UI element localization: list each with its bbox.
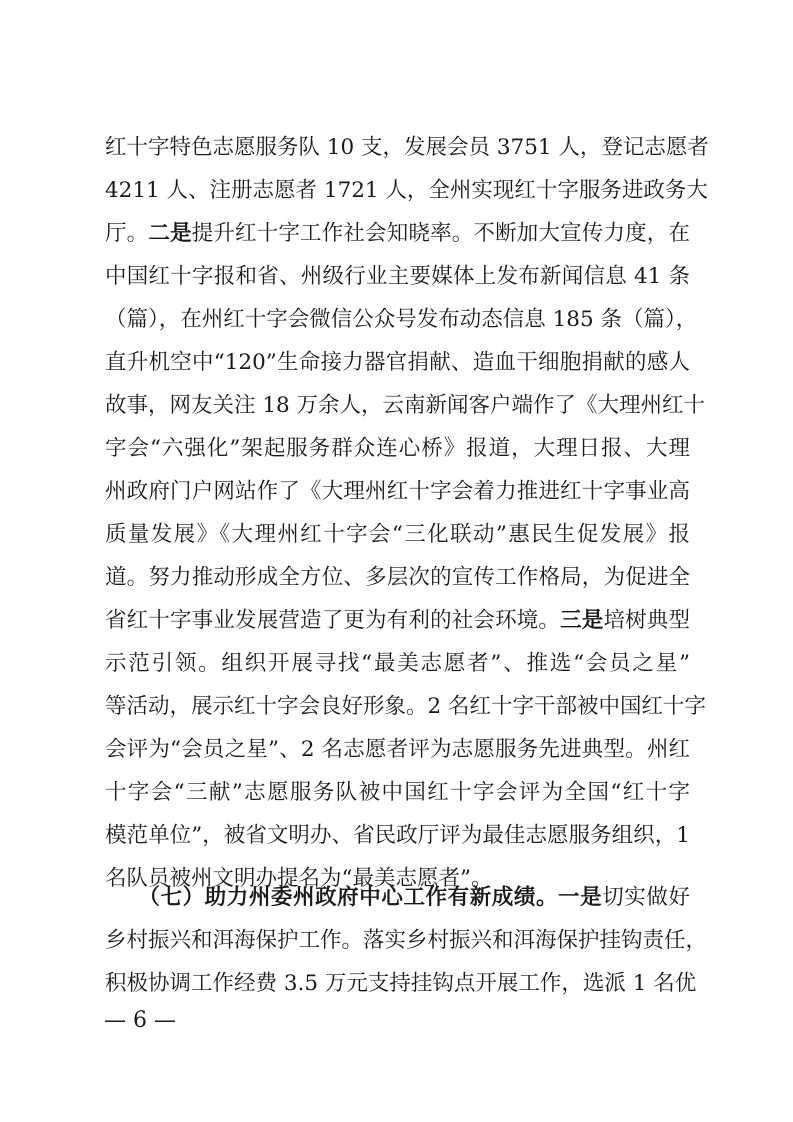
text-run: 提升红十字工作社会知晓率。不断加大宣传力度，在: [191, 221, 690, 246]
page-number: — 6 —: [104, 1008, 176, 1033]
text-run: 示范引领。组织开展寻找“最美志愿者”、推选“会员之星”: [105, 651, 690, 676]
text-run: 等活动，展示红十字会良好形象。2 名红十字干部被中国红十字: [105, 694, 707, 719]
text-line: [105, 345, 690, 381]
text-line: [105, 923, 708, 959]
bold-text: 二是: [148, 221, 192, 246]
text-run: 切实做好: [602, 885, 690, 910]
text-line: [105, 560, 690, 596]
text-line: [105, 173, 708, 209]
bold-text: （七）助力州委州政府中心工作有新成绩。: [105, 885, 559, 910]
text-line: [105, 646, 690, 682]
text-run: 红十字特色志愿服务队 10 支，发展会员 3751 人，登记志愿者: [105, 135, 709, 160]
text-line: [105, 818, 690, 854]
text-line: [105, 603, 690, 639]
text-line: [105, 388, 706, 424]
text-run: 十字会“三献”志愿服务队被中国红十字会评为全国“红十字: [105, 780, 690, 805]
text-line: [105, 775, 690, 811]
text-line: [105, 517, 690, 553]
text-run: 中国红十字报和省、州级行业主要媒体上发布新闻信息 41 条: [105, 264, 690, 289]
text-run: 乡村振兴和洱海保护工作。落实乡村振兴和洱海保护挂钩责任，: [105, 928, 708, 953]
text-run: 4211 人、注册志愿者 1721 人，全州实现红十字服务进政务大: [105, 178, 708, 203]
text-run: 直升机空中“120”生命接力器官捐献、造血干细胞捐献的感人: [105, 350, 690, 375]
text-run: 厅。: [105, 221, 149, 246]
text-run: 质量发展》《大理州红十字会“三化联动”惠民生促发展》报: [105, 522, 690, 547]
text-line: [105, 431, 690, 467]
text-line: [105, 880, 690, 916]
text-line: [105, 302, 698, 338]
bold-text: 三是: [560, 608, 604, 633]
text-run: 省红十字事业发展营造了更为有利的社会环境。: [105, 608, 561, 633]
text-line: [105, 216, 690, 252]
text-run: （篇），在州红十字会微信公众号发布动态信息 185 条（篇），: [105, 307, 698, 332]
text-line: [105, 732, 690, 768]
text-run: 州政府门户网站作了《大理州红十字会着力推进红十字事业高: [105, 479, 690, 504]
text-line: [105, 474, 690, 510]
text-run: 故事，网友关注 18 万余人，云南新闻客户端作了《大理州红十: [105, 393, 706, 418]
text-run: 模范单位”，被省文明办、省民政厅评为最佳志愿服务组织，1: [105, 823, 690, 848]
text-run: 培树典型: [603, 608, 690, 633]
bold-text: 一是: [558, 885, 603, 910]
text-run: 名队员被州文明办提名为“最美志愿者”。: [105, 866, 493, 891]
text-line: [105, 966, 697, 1002]
text-line: [105, 259, 690, 295]
text-line: [105, 130, 709, 166]
text-run: 字会“六强化”架起服务群众连心桥》报道，大理日报、大理: [105, 436, 690, 461]
text-run: 积极协调工作经费 3.5 万元支持挂钩点开展工作，选派 1 名优: [105, 971, 697, 996]
text-line: [105, 689, 707, 725]
text-run: 会评为“会员之星”、2 名志愿者评为志愿服务先进典型。州红: [105, 737, 690, 762]
text-run: 道。努力推动形成全方位、多层次的宣传工作格局，为促进全: [105, 565, 690, 590]
